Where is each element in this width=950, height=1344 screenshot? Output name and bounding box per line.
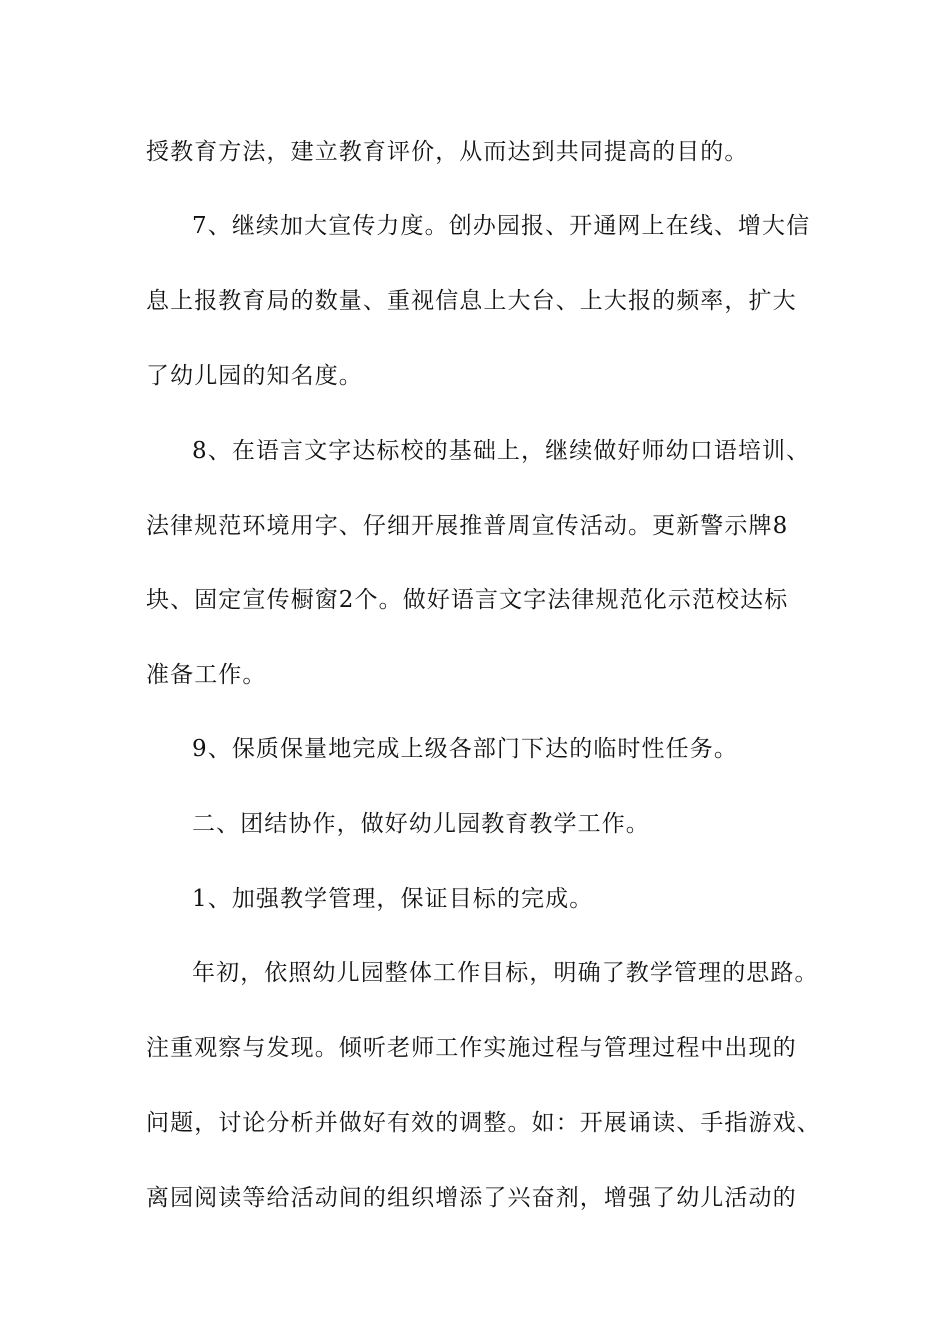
text-line: 二、团结协作，做好幼儿园教育教学工作。	[192, 811, 650, 837]
text-line: 9、保质保量地完成上级各部门下达的临时性任务。	[192, 736, 738, 762]
text-line: 授教育方法，建立教育评价，从而达到共同提高的目的。	[146, 139, 749, 165]
text-line: 7、继续加大宣传力度。创办园报、开通网上在线、增大信	[192, 213, 811, 239]
text-line: 问题，讨论分析并做好有效的调整。如：开展诵读、手指游戏、	[146, 1110, 821, 1136]
text-line: 年初，依照幼儿园整体工作目标，明确了教学管理的思路。	[192, 960, 819, 986]
text-line: 离园阅读等给活动间的组织增添了兴奋剂，增强了幼儿活动的	[146, 1185, 797, 1211]
text-line: 法律规范环境用字、仔细开展推普周宣传活动。更新警示牌8	[146, 513, 789, 539]
text-line: 准备工作。	[146, 662, 267, 688]
text-line: 注重观察与发现。倾听老师工作实施过程与管理过程中出现的	[146, 1035, 797, 1061]
text-line: 了幼儿园的知名度。	[146, 363, 363, 389]
text-line: 息上报教育局的数量、重视信息上大台、上大报的频率，扩大	[146, 288, 797, 314]
text-line: 8、在语言文字达标校的基础上，继续做好师幼口语培训、	[192, 438, 811, 464]
text-line: 块、固定宣传橱窗2个。做好语言文字法律规范化示范校达标	[146, 587, 789, 613]
text-line: 1、加强教学管理，保证目标的完成。	[192, 886, 594, 912]
